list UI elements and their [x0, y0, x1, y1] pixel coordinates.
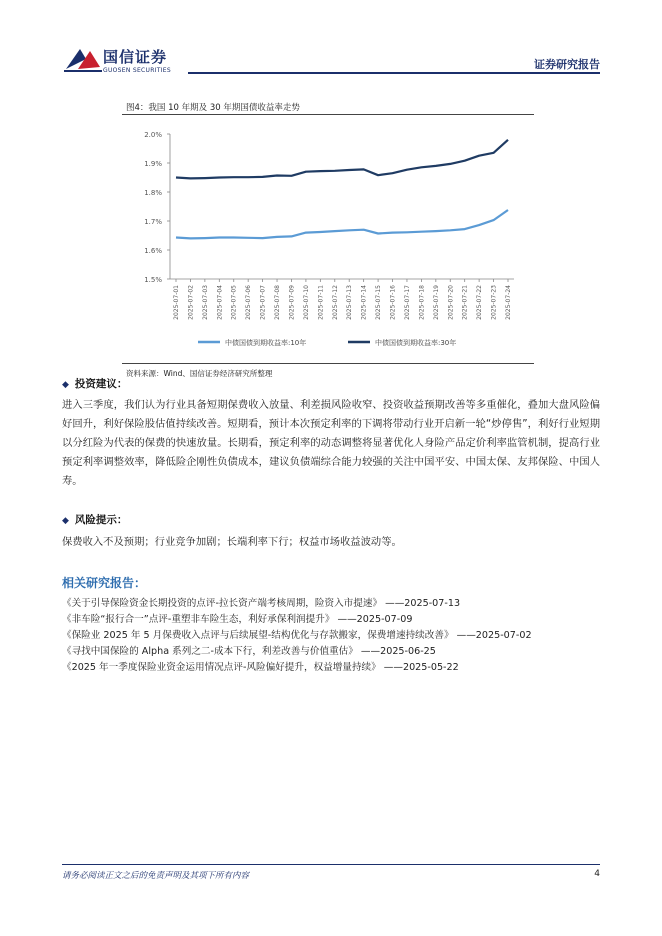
x-tick-label: 2025-07-15	[375, 285, 383, 320]
related-report-item[interactable]: 《关于引导保险资金长期投资的点评-拉长资产端考核周期，险资入市提速》 ——2025-07-13	[62, 598, 461, 609]
footer-disclaimer: 请务必阅读正文之后的免责声明及其项下所有内容	[62, 871, 250, 881]
risk-title: 风险提示：	[74, 514, 128, 526]
y-tick-label: 2.0%	[144, 131, 162, 139]
x-tick-label: 2025-07-04	[216, 285, 224, 320]
x-tick-label: 2025-07-22	[476, 285, 484, 320]
investment-title: 投资建议：	[74, 378, 128, 390]
related-report-item[interactable]: 《非车险“报行合一”点评-重塑非车险生态，利好承保利润提升》 ——2025-07-09	[62, 614, 413, 625]
series-line-30y	[176, 140, 508, 179]
yield-line-chart	[122, 118, 534, 362]
y-tick-label: 1.9%	[144, 160, 162, 168]
diamond-bullet-icon: ◆	[62, 380, 69, 390]
x-tick-label: 2025-07-09	[288, 285, 296, 320]
footer-divider	[62, 864, 600, 865]
company-name-en: GUOSEN SECURITIES	[103, 67, 172, 74]
company-logo	[64, 45, 102, 77]
x-tick-label: 2025-07-08	[274, 285, 282, 320]
x-tick-label: 2025-07-07	[259, 285, 267, 320]
related-reports-list	[62, 596, 602, 676]
y-tick-label: 1.7%	[144, 218, 162, 226]
x-tick-label: 2025-07-01	[173, 285, 180, 320]
figure-title: 图4：我国 10 年期及 30 年期国债收益率走势	[126, 103, 300, 113]
x-tick-label: 2025-07-23	[490, 285, 498, 320]
legend-label: 中债国债到期收益率:10年	[225, 339, 307, 347]
y-tick-label: 1.5%	[144, 276, 162, 284]
x-tick-label: 2025-07-14	[360, 285, 368, 320]
x-tick-label: 2025-07-12	[331, 285, 339, 320]
x-tick-label: 2025-07-24	[505, 285, 512, 320]
y-tick-label: 1.8%	[144, 189, 162, 197]
header-divider	[188, 72, 600, 74]
x-tick-label: 2025-07-18	[418, 285, 426, 320]
related-report-item[interactable]: 《寻找中国保险的 Alpha 系列之二-成本下行，利差改善与价值重估》 ——2025-06-25	[62, 646, 436, 657]
related-report-item[interactable]: 《2025 年一季度保险业资金运用情况点评-风险偏好提升，权益增量持续》 ——2025-05-22	[62, 662, 459, 673]
x-tick-label: 2025-07-19	[432, 285, 440, 320]
x-tick-label: 2025-07-10	[302, 285, 310, 320]
x-tick-label: 2025-07-02	[187, 285, 195, 320]
legend-label: 中债国债到期收益率:30年	[375, 339, 457, 347]
page-number: 4	[594, 869, 600, 879]
risk-paragraph: 保费收入不及预期；行业竞争加剧；长端利率下行；权益市场收益波动等。	[62, 536, 402, 548]
x-tick-label: 2025-07-13	[346, 285, 354, 320]
figure-source: 资料来源：Wind、国信证券经济研究所整理	[126, 369, 273, 378]
x-tick-label: 2025-07-05	[230, 285, 238, 320]
x-tick-label: 2025-07-03	[201, 285, 209, 320]
series-line-10y	[176, 210, 508, 238]
report-type: 证券研究报告	[534, 58, 600, 71]
x-tick-label: 2025-07-16	[389, 285, 397, 320]
x-tick-label: 2025-07-21	[461, 285, 469, 320]
x-tick-label: 2025-07-17	[403, 285, 411, 320]
investment-heading	[62, 376, 127, 391]
x-tick-label: 2025-07-11	[317, 285, 325, 320]
y-tick-label: 1.6%	[144, 247, 162, 255]
diamond-bullet-icon: ◆	[62, 516, 69, 526]
risk-heading	[62, 512, 127, 527]
x-tick-label: 2025-07-06	[245, 285, 253, 320]
figure-top-rule	[122, 114, 534, 115]
related-report-item[interactable]: 《保险业 2025 年 5 月保费收入点评与后续展望-结构优化与存款搬家，保费增速持续改善》 ——2025-07-02	[62, 630, 532, 641]
investment-paragraph: 进入三季度，我们认为行业具备短期保费收入放量、利差损风险收窄、投资收益预期改善等多重催化，叠加大盘风险偏好回升，利好保险股估值持续改善。短期看，预计本次预定利率的下调将带动行业开启新一轮“炒停售”，利好行业短期以分红险为代表的保费的快速放量。长期看，预定利率的动态调整将显著优化人身险产品定价利率监管机制，提高行业预定利率调整效率，降低险企刚性负债成本，建议负债端综合能力较强的关注中国平安、中国太保、友邦保险、中国人寿。	[62, 399, 600, 487]
related-reports-title: 相关研究报告：	[62, 576, 147, 590]
company-name-cn: 国信证券	[103, 48, 168, 66]
x-tick-label: 2025-07-20	[447, 285, 455, 320]
figure-bottom-rule	[122, 363, 534, 364]
